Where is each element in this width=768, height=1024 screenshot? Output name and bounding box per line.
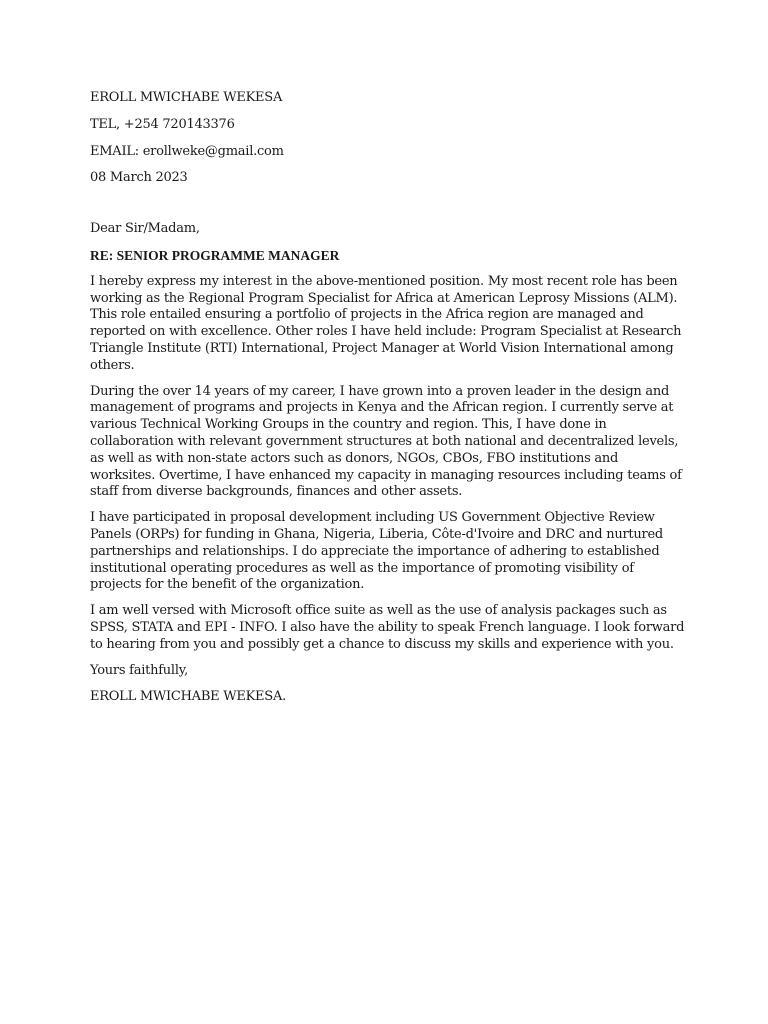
paragraph-proposals: I have participated in proposal development including US Government Objective Review Panels (ORPs) for funding in Ghana, Nigeria, Liberia, Côte-d'Ivoire and DRC and nurtured partnerships and relationships. I do appreciate the importance of adhering to established institutional operating procedures as well as the importance of promoting visibility of projects for the benefit of the organization. <box>90 510 663 593</box>
subject-line: RE: SENIOR PROGRAMME MANAGER <box>90 247 340 263</box>
paragraph-intro: I hereby express my interest in the above-mentioned position. My most recent role has been working as the Regional Program Specialist for Africa at American Leprosy Missions (ALM). This role entailed ensuring a portfolio of projects in the Africa region are managed and reported on with excellence. Other roles I have held include: Program Specialist at Research Triangle Institute (RTI) International, Project Manager at World Vision International among others. <box>90 273 682 373</box>
signature-name: EROLL MWICHABE WEKESA. <box>90 689 286 705</box>
letter-body <box>90 90 686 706</box>
salutation: Dear Sir/Madam, <box>90 221 200 237</box>
sender-phone: TEL, +254 720143376 <box>90 116 235 132</box>
sender-email: EMAIL: erollweke@gmail.com <box>90 143 284 159</box>
letter-date: 08 March 2023 <box>90 170 188 186</box>
paragraph-career: During the over 14 years of my career, I have grown into a proven leader in the design and management of programs and projects in Kenya and the African region. I currently serve at various Technical Working Groups in the country and region. This, I have done in collaboration with relevant government structures at both national and decentralized levels, as well as with non-state actors such as donors, NGOs, CBOs, FBO institutions and worksites. Overtime, I have enhanced my capacity in managing resources including teams of staff from diverse backgrounds, finances and other assets. <box>90 383 682 500</box>
sender-name: EROLL MWICHABE WEKESA <box>90 90 283 105</box>
closing: Yours faithfully, <box>90 662 188 678</box>
paragraph-skills: I am well versed with Microsoft office suite as well as the use of analysis packages such as SPSS, STATA and EPI - INFO. I also have the ability to speak French language. I look forward to hearing from you and possibly get a chance to discuss my skills and experience with you. <box>90 603 685 652</box>
